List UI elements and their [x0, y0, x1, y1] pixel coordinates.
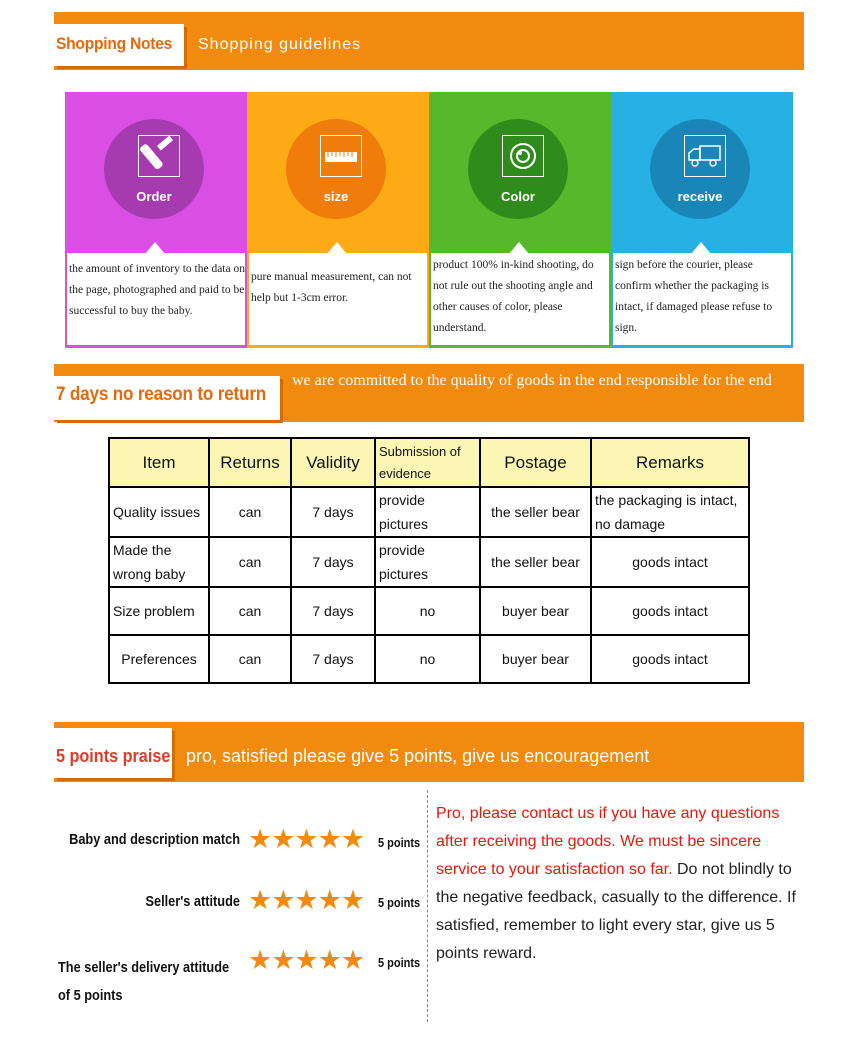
header-evidence: Submission of evidence — [375, 438, 480, 487]
praise-note — [436, 800, 796, 968]
returns-subtitle: we are committed to the quality of goods in the end responsible for the end — [292, 372, 772, 389]
color-disc-icon — [502, 135, 544, 177]
star-rating-icon: ★★★★★ — [248, 885, 365, 915]
cell-postage: buyer bear — [480, 635, 591, 683]
card-receive-body — [613, 253, 791, 345]
divider — [427, 790, 428, 1022]
praise-note-red: Pro, please contact us if you have any questions after receiving the goods. We must be sincere service to your satisfaction so far. — [436, 805, 780, 878]
rating-label-delivery: The seller's delivery attitude of 5 points — [58, 960, 230, 1004]
cell-postage: the seller bear — [480, 537, 591, 587]
rating-label-attitude: Seller's attitude — [145, 894, 240, 910]
card-color-text: product 100% in-kind shooting, do not rule out the shooting angle and other causes of color, please understand. — [433, 259, 594, 334]
praise-note-text: Do not blindly to the negative feedback, casually to the difference. If satisfied, remember to light every star, give us 5 points reward. — [436, 861, 796, 962]
praise-title: 5 points praise — [56, 746, 171, 766]
card-color — [429, 92, 611, 348]
cell-evidence: no — [375, 635, 480, 683]
rating-points: 5 points — [378, 896, 421, 910]
cell-evidence: no — [375, 587, 480, 635]
rating-points: 5 points — [378, 836, 421, 850]
cell-evidence: provide pictures — [375, 537, 480, 587]
header-validity: Validity — [291, 438, 375, 487]
header-postage: Postage — [480, 438, 591, 487]
star-rating-icon: ★★★★★ — [248, 824, 365, 854]
card-order-body — [67, 253, 245, 345]
header-returns: Returns — [209, 438, 291, 487]
header-remarks: Remarks — [591, 438, 749, 487]
header-item: Item — [109, 438, 209, 487]
star-rating-icon: ★★★★★ — [248, 945, 365, 975]
cell-returns: can — [209, 635, 291, 683]
cell-returns: can — [209, 537, 291, 587]
card-order-label: Order — [136, 189, 172, 204]
truck-icon — [684, 135, 726, 177]
cell-item: Size problem — [109, 587, 209, 635]
rating-label-description: Baby and description match — [69, 832, 241, 848]
card-size — [247, 92, 429, 348]
card-order-circle — [104, 119, 204, 219]
returns-table — [108, 437, 750, 684]
cell-item: Quality issues — [109, 487, 209, 537]
cell-remarks: goods intact — [591, 537, 749, 587]
table-row — [109, 537, 749, 587]
returns-title: 7 days no reason to return — [56, 384, 267, 405]
card-color-circle — [468, 119, 568, 219]
cell-postage: buyer bear — [480, 587, 591, 635]
cell-validity: 7 days — [291, 635, 375, 683]
card-size-text: pure manual measurement, can not help but 1-3cm error. — [251, 271, 412, 304]
card-receive-label: receive — [677, 189, 723, 204]
cell-evidence: provide pictures — [375, 487, 480, 537]
returns-banner — [54, 364, 804, 422]
shopping-notes-title: Shopping Notes — [56, 34, 173, 53]
card-color-body — [431, 253, 609, 345]
cell-returns: can — [209, 587, 291, 635]
card-size-label: size — [323, 189, 349, 204]
table-row — [109, 635, 749, 683]
card-receive-text: sign before the courier, please confirm whether the packaging is intact, if damaged please refuse to sign. — [615, 259, 773, 334]
card-receive-circle — [650, 119, 750, 219]
cell-item: Made the wrong baby — [109, 537, 209, 587]
table-header-row — [109, 438, 749, 487]
cell-validity: 7 days — [291, 487, 375, 537]
cell-remarks: goods intact — [591, 635, 749, 683]
table-row — [109, 587, 749, 635]
cell-postage: the seller bear — [480, 487, 591, 537]
card-size-circle — [286, 119, 386, 219]
praise-subtitle: pro, satisfied please give 5 points, give us encouragement — [186, 746, 650, 766]
card-color-label: Color — [501, 189, 535, 204]
card-order-text: the amount of inventory to the data on the page, photographed and paid to be successful to buy the baby. — [69, 263, 245, 317]
cell-remarks: goods intact — [591, 587, 749, 635]
rating-points: 5 points — [378, 956, 421, 970]
cell-validity: 7 days — [291, 587, 375, 635]
ruler-icon — [320, 135, 362, 177]
cell-returns: can — [209, 487, 291, 537]
card-size-body — [249, 253, 427, 345]
cell-remarks: the packaging is intact, no damage — [591, 487, 749, 537]
card-receive — [611, 92, 793, 348]
praise-banner — [54, 722, 804, 782]
cell-validity: 7 days — [291, 537, 375, 587]
cell-item: Preferences — [109, 635, 209, 683]
table-row — [109, 487, 749, 537]
stamp-icon — [138, 135, 180, 177]
card-order — [65, 92, 247, 348]
shopping-notes-banner — [54, 12, 804, 70]
shopping-notes-subtitle: Shopping guidelines — [198, 36, 362, 53]
